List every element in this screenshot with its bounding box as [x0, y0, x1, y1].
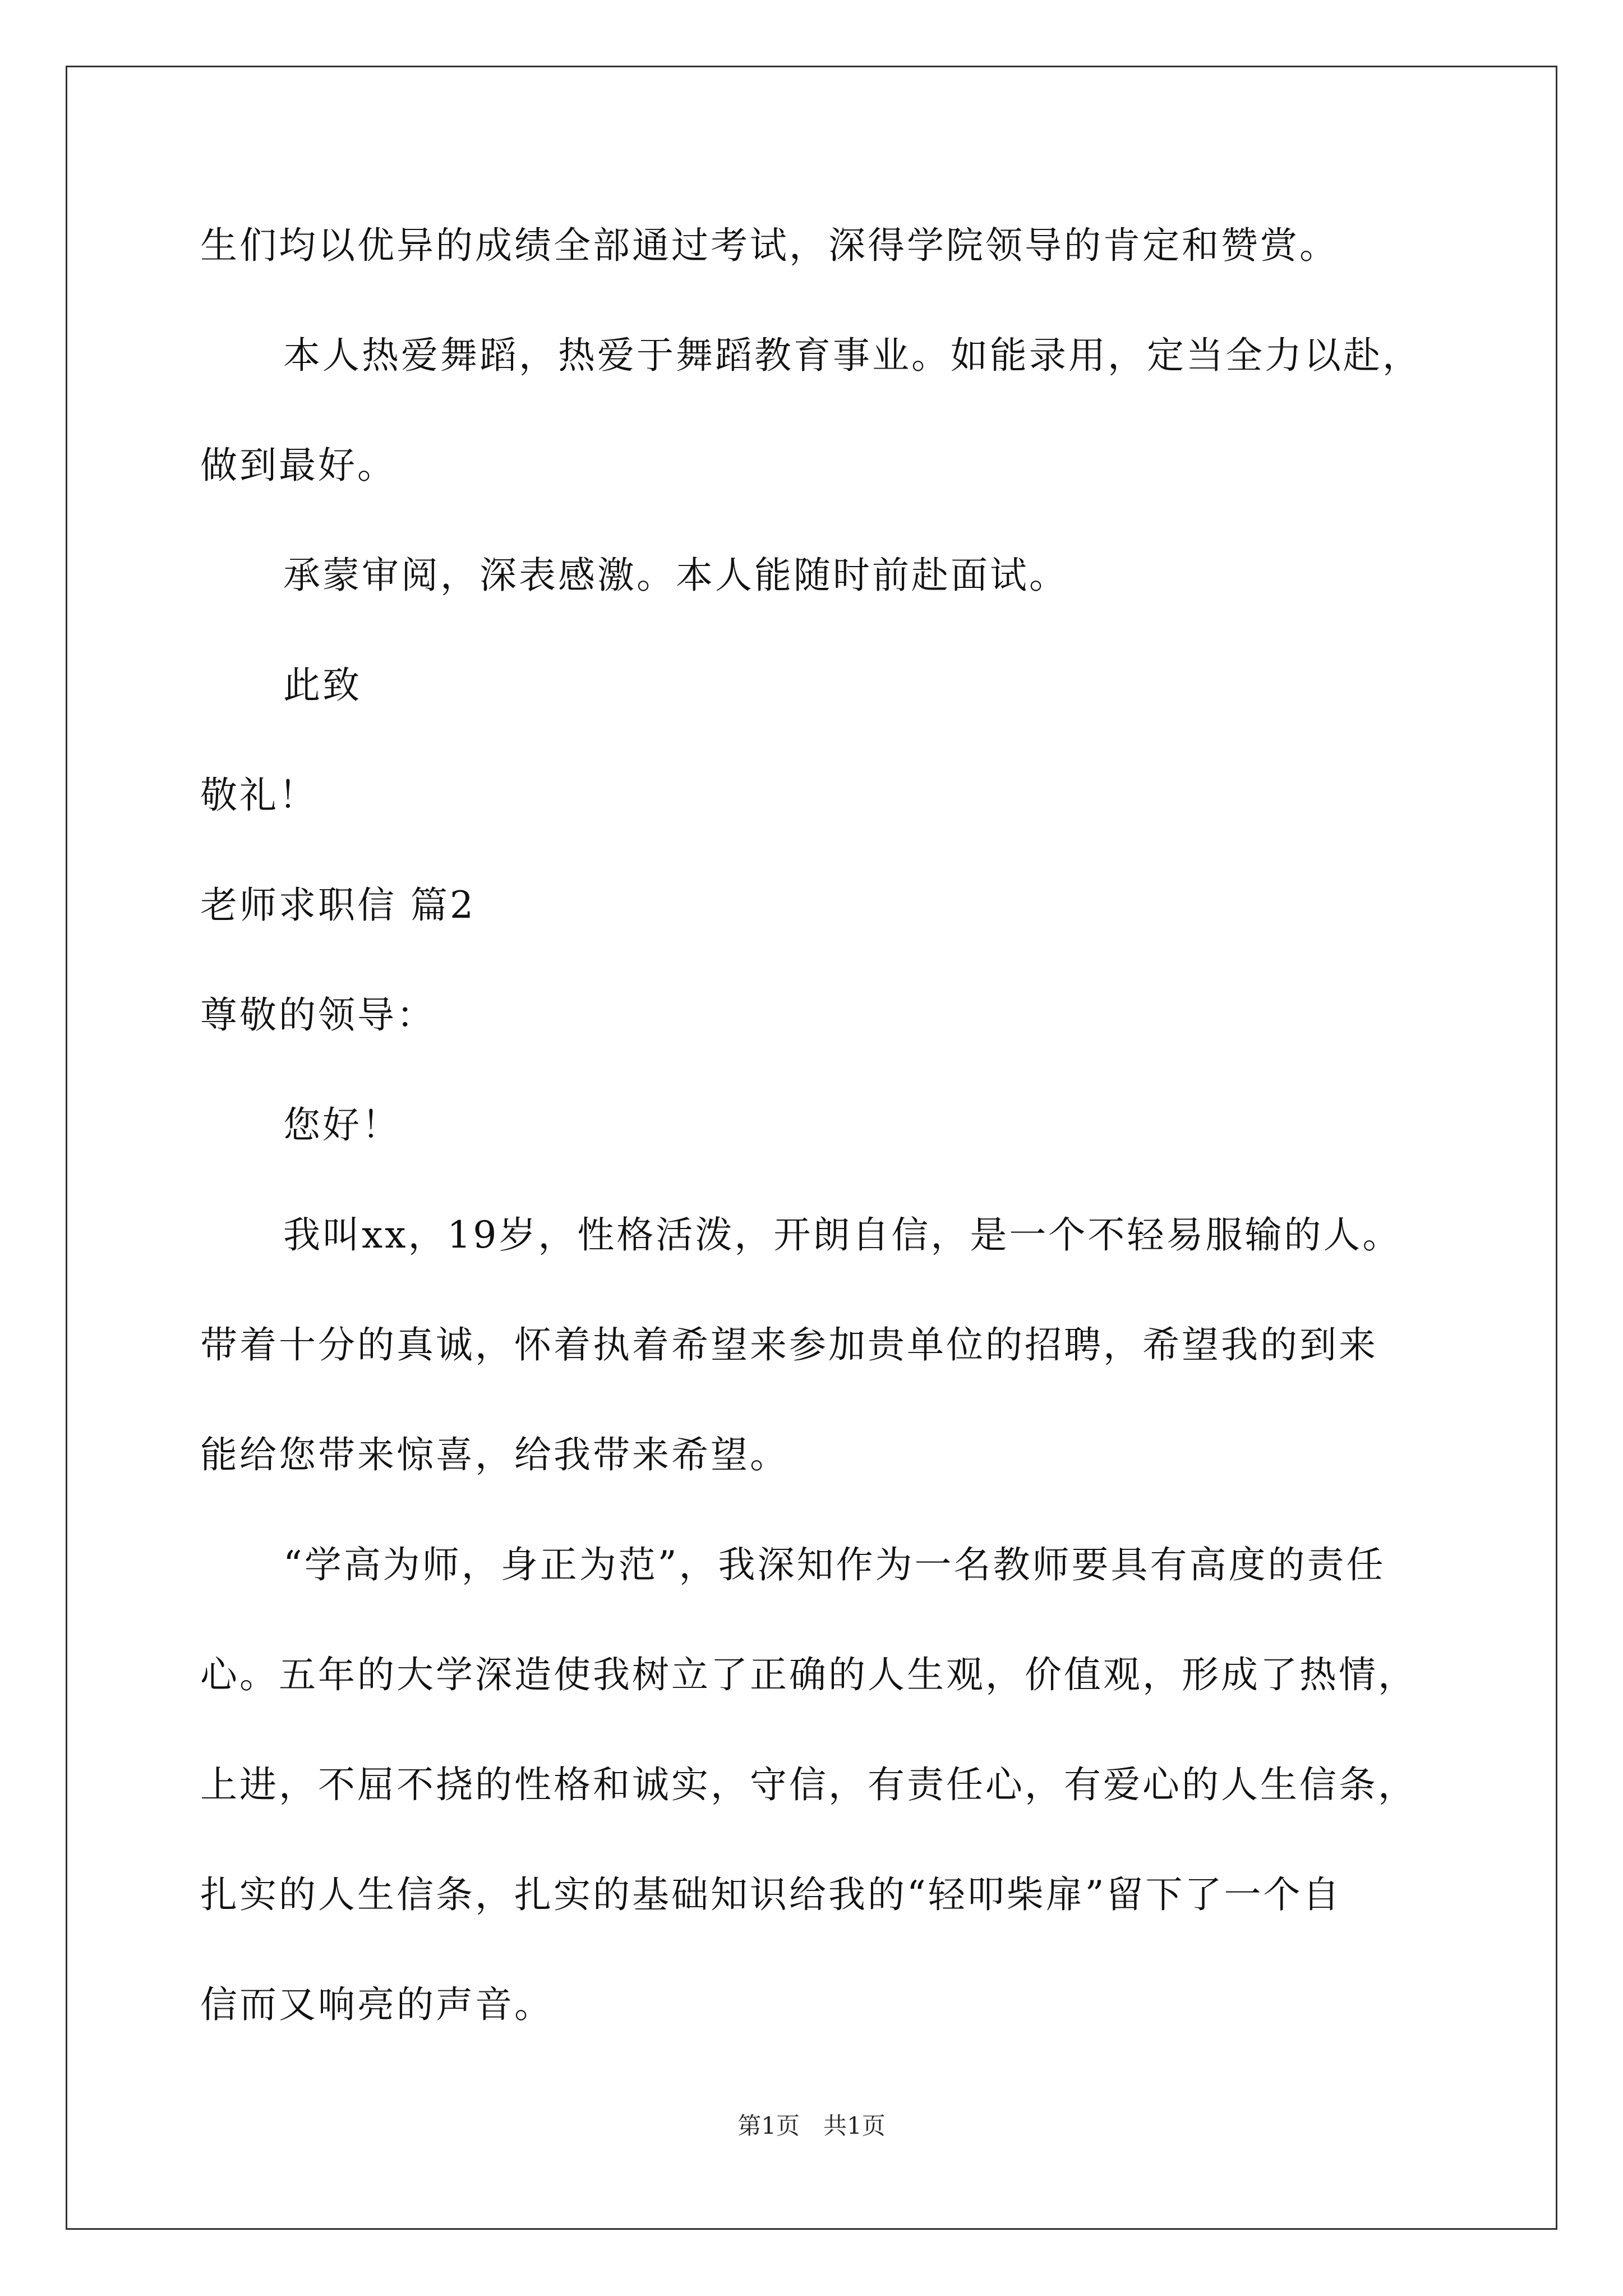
text-line: 能给您带来惊喜，给我带来希望。 — [200, 1433, 789, 1476]
text-line: 心。五年的大学深造使我树立了正确的人生观，价值观，形成了热情， — [200, 1653, 1417, 1696]
text-line: 本人热爱舞蹈，热爱于舞蹈教育事业。如能录用，定当全力以赴， — [283, 334, 1422, 377]
text-line: 扎实的人生信条，扎实的基础知识给我的“轻叩柴扉”留下了一个自 — [200, 1873, 1342, 1916]
text-line: 此致 — [283, 664, 362, 707]
greeting: 您好！ — [283, 1103, 401, 1147]
text-line: 我叫xx，19岁，性格活泼，开朗自信，是一个不轻易服输的人。 — [283, 1213, 1402, 1257]
text-line: 敬礼！ — [200, 774, 318, 817]
text-line: 上进，不屈不挠的性格和诚实，守信，有责任心，有爱心的人生信条， — [200, 1763, 1417, 1806]
salutation: 尊敬的领导： — [200, 993, 436, 1037]
section-heading: 老师求职信 篇2 — [200, 884, 476, 927]
page-number: 第1页 共1页 — [737, 2112, 886, 2139]
text-line: 生们均以优异的成绩全部通过考试，深得学院领导的肯定和赞赏。 — [200, 224, 1339, 267]
text-line: 做到最好。 — [200, 444, 396, 487]
text-line: 带着十分的真诚，怀着执着希望来参加贵单位的招聘，希望我的到来 — [200, 1323, 1378, 1366]
text-line: 信而又响亮的声音。 — [200, 1983, 554, 2026]
text-line: 承蒙审阅，深表感激。本人能随时前赴面试。 — [283, 554, 1068, 597]
text-line: “学高为师，身正为范”，我深知作为一名教师要具有高度的责任 — [283, 1543, 1386, 1586]
